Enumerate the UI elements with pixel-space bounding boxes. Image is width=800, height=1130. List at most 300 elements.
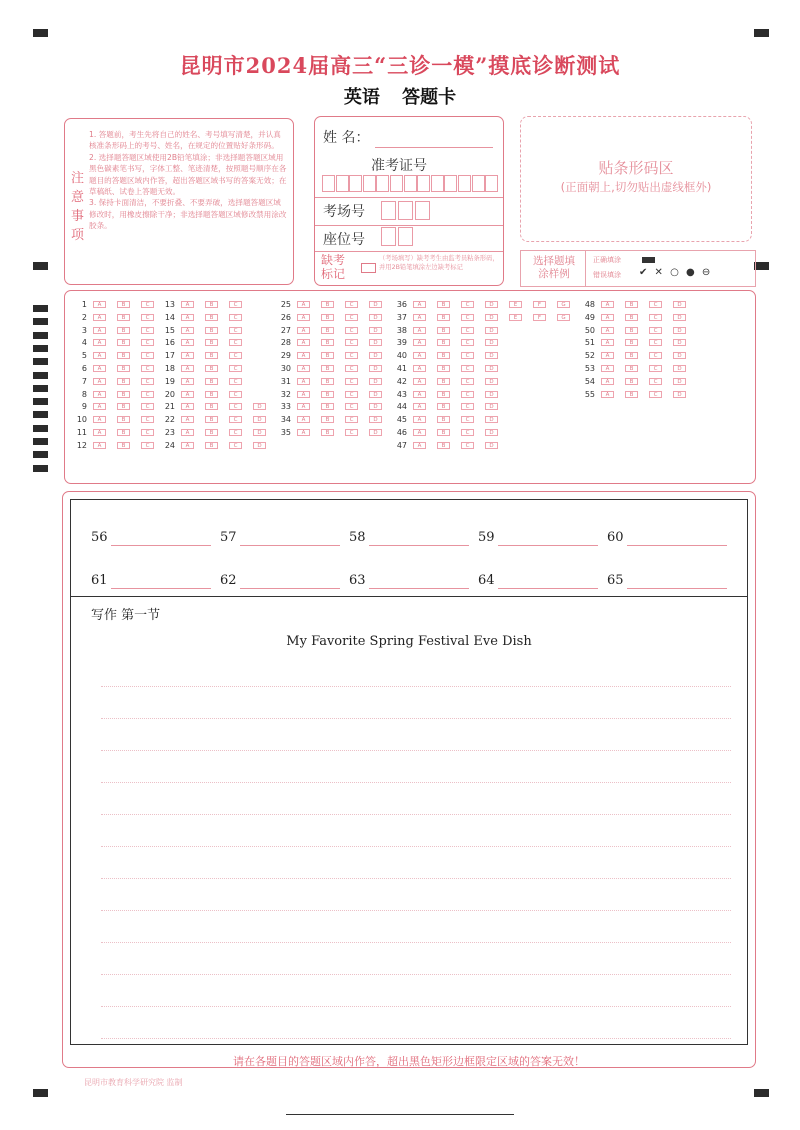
option-bubble[interactable]: A (413, 403, 426, 410)
option-bubble[interactable]: B (321, 301, 334, 308)
question-number: 2 (81, 312, 87, 322)
choice-question-area (64, 290, 756, 484)
option-bubble[interactable]: A (181, 327, 194, 334)
option-bubble[interactable]: D (369, 403, 382, 410)
exam-id-cell[interactable] (336, 175, 349, 192)
option-bubble[interactable]: C (345, 378, 358, 385)
option-bubble[interactable]: C (649, 314, 662, 321)
option-bubble[interactable]: B (437, 301, 450, 308)
option-bubble[interactable]: C (461, 301, 474, 308)
option-bubble[interactable]: B (625, 378, 638, 385)
option-bubble[interactable]: A (181, 378, 194, 385)
option-bubble[interactable]: A (93, 378, 106, 385)
option-bubble[interactable]: A (297, 314, 310, 321)
option-bubble[interactable]: D (253, 429, 266, 436)
option-bubble[interactable]: B (437, 365, 450, 372)
option-bubble[interactable]: A (93, 327, 106, 334)
option-bubble[interactable]: D (369, 416, 382, 423)
option-bubble[interactable]: A (297, 301, 310, 308)
option-bubble[interactable]: D (485, 339, 498, 346)
room-cell[interactable] (381, 201, 396, 220)
exam-id-cell[interactable] (322, 175, 335, 192)
exam-id-cell[interactable] (404, 175, 417, 192)
option-bubble[interactable]: C (345, 429, 358, 436)
option-bubble[interactable]: B (625, 391, 638, 398)
name-label: 姓 名： (323, 130, 370, 146)
question-number: 55 (584, 389, 595, 399)
exam-id-cell[interactable] (458, 175, 471, 192)
question-number: 11 (76, 428, 87, 437)
timing-mark-row (33, 385, 48, 392)
option-bubble[interactable]: D (369, 327, 382, 334)
option-bubble[interactable]: C (141, 403, 154, 410)
option-bubble[interactable]: C (141, 416, 154, 423)
option-bubble[interactable]: B (321, 416, 334, 423)
option-bubble[interactable]: C (461, 352, 474, 359)
option-bubble[interactable]: C (229, 327, 242, 334)
option-bubble[interactable]: A (297, 378, 310, 385)
blank-number: 64 (478, 573, 495, 588)
option-bubble[interactable]: D (369, 429, 382, 436)
question-number: 3 (81, 325, 87, 335)
option-bubble[interactable]: C (345, 339, 358, 346)
blank-line[interactable] (369, 545, 469, 546)
note-item: 2. 选择题答题区域使用2B铅笔填涂；非选择题答题区域用黑色碳素笔书写，字体工整、笔迹清楚，按照题号顺序在各题目的答题区域内作答，超出答题区域书写的答案无效；在草稿纸、试卷上答题无效。 (89, 152, 287, 197)
option-bubble[interactable]: C (649, 339, 662, 346)
option-bubble[interactable]: A (413, 301, 426, 308)
option-bubble[interactable]: A (181, 352, 194, 359)
option-bubble[interactable]: D (485, 403, 498, 410)
option-bubble[interactable]: B (321, 352, 334, 359)
seat-cell[interactable] (398, 227, 413, 246)
writing-line[interactable] (101, 878, 731, 879)
option-bubble[interactable]: B (437, 416, 450, 423)
question-number: 9 (81, 402, 87, 412)
option-bubble[interactable]: D (673, 378, 686, 385)
option-bubble[interactable]: D (369, 301, 382, 308)
option-bubble[interactable]: C (229, 352, 242, 359)
question-number: 44 (396, 402, 407, 412)
wrong-fill-marks: ✔ ✕ ○ ● ⊖ (639, 267, 713, 278)
option-bubble[interactable]: C (461, 403, 474, 410)
footer-warning: 请在各题目的答题区域内作答，超出黑色矩形边框限定区域的答案无效！ (233, 1055, 585, 1068)
option-bubble[interactable]: B (321, 327, 334, 334)
option-bubble[interactable]: A (413, 352, 426, 359)
option-bubble[interactable]: B (321, 403, 334, 410)
option-bubble[interactable]: B (117, 314, 130, 321)
option-bubble[interactable]: A (601, 378, 614, 385)
option-bubble[interactable]: A (181, 365, 194, 372)
option-bubble[interactable]: D (485, 391, 498, 398)
option-bubble[interactable]: A (413, 442, 426, 449)
option-bubble[interactable]: A (413, 327, 426, 334)
option-bubble[interactable]: B (205, 327, 218, 334)
option-bubble[interactable]: B (117, 327, 130, 334)
option-bubble[interactable]: C (649, 365, 662, 372)
option-bubble[interactable]: A (181, 314, 194, 321)
fill-sample-box (520, 250, 756, 287)
option-bubble[interactable]: C (649, 391, 662, 398)
option-bubble[interactable]: C (345, 314, 358, 321)
timing-mark-mid-right (754, 262, 769, 270)
question-number: 53 (584, 364, 595, 373)
timing-mark-top-left (33, 29, 48, 37)
option-bubble[interactable]: A (93, 403, 106, 410)
option-bubble[interactable]: B (117, 352, 130, 359)
option-bubble[interactable]: A (93, 429, 106, 436)
exam-id-cell[interactable] (363, 175, 376, 192)
option-bubble[interactable]: D (485, 416, 498, 423)
option-bubble[interactable]: C (461, 391, 474, 398)
timing-mark-row (33, 332, 48, 339)
option-bubble[interactable]: C (141, 391, 154, 398)
writing-line[interactable] (101, 718, 731, 719)
option-bubble[interactable]: C (461, 429, 474, 436)
writing-line[interactable] (101, 750, 731, 751)
option-bubble[interactable]: A (413, 339, 426, 346)
option-bubble[interactable]: B (625, 352, 638, 359)
option-bubble[interactable]: B (437, 327, 450, 334)
blank-line[interactable] (498, 588, 598, 589)
option-bubble[interactable]: B (321, 365, 334, 372)
option-bubble[interactable]: A (601, 301, 614, 308)
option-bubble[interactable]: B (437, 314, 450, 321)
question-number: 50 (584, 325, 595, 335)
option-bubble[interactable]: D (253, 416, 266, 423)
question-number: 49 (584, 312, 595, 322)
option-bubble[interactable]: A (297, 403, 310, 410)
option-bubble[interactable]: A (297, 391, 310, 398)
question-number: 6 (81, 364, 87, 373)
option-bubble[interactable]: C (649, 327, 662, 334)
option-bubble[interactable]: C (345, 352, 358, 359)
exam-id-cell[interactable] (417, 175, 430, 192)
exam-id-cell[interactable] (485, 175, 498, 192)
option-bubble[interactable]: B (437, 442, 450, 449)
writing-line[interactable] (101, 1038, 731, 1039)
option-bubble[interactable]: A (413, 378, 426, 385)
timing-mark-row (33, 398, 48, 405)
writing-line[interactable] (101, 942, 731, 943)
option-bubble[interactable]: A (413, 365, 426, 372)
blank-line[interactable] (627, 545, 727, 546)
seat-cell[interactable] (381, 227, 396, 246)
exam-id-cell[interactable] (431, 175, 444, 192)
option-bubble[interactable]: A (297, 339, 310, 346)
question-number: 17 (164, 351, 175, 361)
option-bubble[interactable]: B (205, 403, 218, 410)
absent-checkbox[interactable] (361, 263, 376, 273)
option-bubble[interactable]: B (205, 391, 218, 398)
option-bubble[interactable]: D (673, 339, 686, 346)
blank-line[interactable] (498, 545, 598, 546)
option-bubble[interactable]: D (673, 301, 686, 308)
option-bubble[interactable]: D (485, 365, 498, 372)
blank-line[interactable] (369, 588, 469, 589)
option-bubble[interactable]: C (345, 403, 358, 410)
option-bubble[interactable]: B (117, 301, 130, 308)
absent-label: 缺考标记 (321, 253, 346, 281)
option-bubble[interactable]: A (413, 429, 426, 436)
blank-line[interactable] (111, 545, 211, 546)
answer-area (62, 491, 756, 1068)
option-bubble[interactable]: A (601, 352, 614, 359)
blank-number: 63 (349, 573, 366, 588)
option-bubble[interactable]: D (369, 339, 382, 346)
note-item: 1. 答题前，考生先将自己的姓名、考号填写清楚，并认真核准条形码上的考号、姓名，在规定的位置贴好条形码。 (89, 130, 281, 151)
wrong-fill-label: 错误填涂 (593, 271, 621, 279)
option-bubble[interactable]: D (673, 314, 686, 321)
page-subtitle (0, 83, 800, 109)
writing-line[interactable] (101, 686, 731, 687)
option-bubble[interactable]: A (93, 416, 106, 423)
option-bubble[interactable]: A (181, 339, 194, 346)
option-bubble[interactable]: C (229, 442, 242, 449)
timing-mark-top-right (754, 29, 769, 37)
option-bubble[interactable]: D (369, 314, 382, 321)
option-bubble[interactable]: D (485, 378, 498, 385)
option-bubble[interactable]: C (345, 365, 358, 372)
option-bubble[interactable]: D (485, 429, 498, 436)
option-bubble[interactable]: B (205, 314, 218, 321)
option-bubble[interactable]: A (297, 327, 310, 334)
option-bubble[interactable]: E (509, 301, 522, 308)
option-bubble[interactable]: B (205, 429, 218, 436)
writing-line[interactable] (101, 782, 731, 783)
question-number: 1 (81, 300, 87, 309)
option-bubble[interactable]: C (229, 365, 242, 372)
option-bubble[interactable]: B (321, 314, 334, 321)
option-bubble[interactable]: D (485, 314, 498, 321)
option-bubble[interactable]: C (649, 301, 662, 308)
option-bubble[interactable]: D (673, 391, 686, 398)
option-bubble[interactable]: A (297, 416, 310, 423)
option-bubble[interactable]: C (345, 301, 358, 308)
option-bubble[interactable]: B (321, 339, 334, 346)
option-bubble[interactable]: B (437, 429, 450, 436)
option-bubble[interactable]: B (625, 314, 638, 321)
question-number: 51 (584, 338, 595, 348)
option-bubble[interactable]: C (141, 365, 154, 372)
option-bubble[interactable]: A (413, 416, 426, 423)
option-bubble[interactable]: B (437, 391, 450, 398)
option-bubble[interactable]: B (205, 378, 218, 385)
blank-line[interactable] (111, 588, 211, 589)
option-bubble[interactable]: B (205, 365, 218, 372)
option-bubble[interactable]: B (437, 352, 450, 359)
writing-line[interactable] (101, 814, 731, 815)
option-bubble[interactable]: B (625, 327, 638, 334)
option-bubble[interactable]: B (205, 416, 218, 423)
question-number: 54 (584, 376, 595, 386)
option-bubble[interactable]: C (141, 327, 154, 334)
option-bubble[interactable]: D (369, 391, 382, 398)
option-bubble[interactable]: D (485, 442, 498, 449)
option-bubble[interactable]: D (673, 352, 686, 359)
option-bubble[interactable]: C (229, 403, 242, 410)
option-bubble[interactable]: A (297, 365, 310, 372)
option-bubble[interactable]: C (461, 314, 474, 321)
option-bubble[interactable]: A (93, 365, 106, 372)
option-bubble[interactable]: B (205, 442, 218, 449)
option-bubble[interactable]: A (601, 314, 614, 321)
option-bubble[interactable]: A (93, 339, 106, 346)
option-bubble[interactable]: B (205, 301, 218, 308)
option-bubble[interactable]: E (509, 314, 522, 321)
question-number: 39 (396, 338, 407, 348)
timing-mark-row (33, 318, 48, 325)
option-bubble[interactable]: A (181, 391, 194, 398)
room-cell[interactable] (415, 201, 430, 220)
question-number: 13 (164, 300, 175, 309)
option-bubble[interactable]: B (437, 378, 450, 385)
option-bubble[interactable]: G (557, 301, 570, 308)
writing-line[interactable] (101, 1006, 731, 1007)
option-bubble[interactable]: B (437, 339, 450, 346)
option-bubble[interactable]: A (601, 365, 614, 372)
option-bubble[interactable]: C (229, 429, 242, 436)
option-bubble[interactable]: A (93, 442, 106, 449)
option-bubble[interactable]: C (649, 352, 662, 359)
room-cell[interactable] (398, 201, 413, 220)
option-bubble[interactable]: B (321, 429, 334, 436)
option-bubble[interactable]: D (369, 352, 382, 359)
option-bubble[interactable]: C (461, 378, 474, 385)
exam-id-cell[interactable] (444, 175, 457, 192)
option-bubble[interactable]: F (533, 301, 546, 308)
question-number: 14 (164, 312, 175, 322)
option-bubble[interactable]: A (181, 403, 194, 410)
option-bubble[interactable]: A (601, 339, 614, 346)
option-bubble[interactable]: C (461, 327, 474, 334)
option-bubble[interactable]: C (345, 416, 358, 423)
question-number: 43 (396, 389, 407, 399)
option-bubble[interactable]: A (181, 301, 194, 308)
option-bubble[interactable]: A (601, 327, 614, 334)
option-bubble[interactable]: B (437, 403, 450, 410)
option-bubble[interactable]: A (297, 352, 310, 359)
option-bubble[interactable]: B (117, 365, 130, 372)
option-bubble[interactable]: D (485, 352, 498, 359)
option-bubble[interactable]: B (321, 378, 334, 385)
option-bubble[interactable]: B (625, 365, 638, 372)
writing-line[interactable] (101, 846, 731, 847)
exam-id-cell[interactable] (349, 175, 362, 192)
option-bubble[interactable]: F (533, 314, 546, 321)
option-bubble[interactable]: D (673, 327, 686, 334)
writing-line[interactable] (101, 910, 731, 911)
question-number: 33 (280, 402, 291, 412)
option-bubble[interactable]: A (297, 429, 310, 436)
option-bubble[interactable]: B (117, 442, 130, 449)
option-bubble[interactable]: C (461, 416, 474, 423)
option-bubble[interactable]: C (141, 378, 154, 385)
option-bubble[interactable]: B (625, 301, 638, 308)
question-number: 21 (164, 402, 175, 412)
option-bubble[interactable]: A (601, 391, 614, 398)
option-bubble[interactable]: A (181, 416, 194, 423)
option-bubble[interactable]: D (673, 365, 686, 372)
option-bubble[interactable]: B (117, 391, 130, 398)
notes-side-label: 注意事项 (71, 171, 85, 243)
option-bubble[interactable]: B (117, 403, 130, 410)
bottom-rule (286, 1114, 514, 1115)
timing-mark-row (33, 411, 48, 418)
writing-line[interactable] (101, 974, 731, 975)
option-bubble[interactable]: D (253, 442, 266, 449)
blank-line[interactable] (627, 588, 727, 589)
option-bubble[interactable]: C (141, 314, 154, 321)
option-bubble[interactable]: A (413, 391, 426, 398)
option-bubble[interactable]: C (141, 442, 154, 449)
question-number: 35 (280, 428, 291, 437)
option-bubble[interactable]: B (321, 391, 334, 398)
option-bubble[interactable]: B (117, 429, 130, 436)
option-bubble[interactable]: C (141, 339, 154, 346)
option-bubble[interactable]: C (461, 339, 474, 346)
option-bubble[interactable]: A (93, 391, 106, 398)
question-number: 7 (81, 376, 87, 386)
option-bubble[interactable]: C (649, 378, 662, 385)
option-bubble[interactable]: C (461, 442, 474, 449)
option-bubble[interactable]: C (345, 327, 358, 334)
option-bubble[interactable]: C (141, 301, 154, 308)
option-bubble[interactable]: A (413, 314, 426, 321)
note-item: 3. 保持卡面清洁，不要折叠、不要弄破，选择题答题区域修改时，用橡皮擦除干净；非选择题答题区域修改禁用涂改胶条。 (89, 198, 287, 231)
option-bubble[interactable]: A (181, 429, 194, 436)
option-bubble[interactable]: D (369, 378, 382, 385)
option-bubble[interactable]: A (181, 442, 194, 449)
question-number: 4 (81, 338, 87, 348)
option-bubble[interactable]: C (229, 301, 242, 308)
option-bubble[interactable]: B (205, 352, 218, 359)
exam-id-cell[interactable] (390, 175, 403, 192)
option-bubble[interactable]: C (229, 416, 242, 423)
option-bubble[interactable]: C (141, 429, 154, 436)
option-bubble[interactable]: D (369, 365, 382, 372)
name-field[interactable] (375, 147, 493, 148)
option-bubble[interactable]: G (557, 314, 570, 321)
option-bubble[interactable]: D (485, 327, 498, 334)
question-number: 19 (164, 376, 175, 386)
blank-line[interactable] (240, 588, 340, 589)
timing-mark-row (33, 451, 48, 458)
exam-id-cell[interactable] (472, 175, 485, 192)
option-bubble[interactable]: C (229, 378, 242, 385)
timing-mark-row (33, 425, 48, 432)
option-bubble[interactable]: A (93, 314, 106, 321)
option-bubble[interactable]: A (93, 352, 106, 359)
option-bubble[interactable]: B (117, 339, 130, 346)
blank-line[interactable] (240, 545, 340, 546)
option-bubble[interactable]: B (205, 339, 218, 346)
option-bubble[interactable]: C (461, 365, 474, 372)
option-bubble[interactable]: D (485, 301, 498, 308)
timing-mark-bottom-left (33, 1089, 48, 1097)
option-bubble[interactable]: D (253, 403, 266, 410)
option-bubble[interactable]: B (117, 378, 130, 385)
option-bubble[interactable]: B (625, 339, 638, 346)
option-bubble[interactable]: B (117, 416, 130, 423)
exam-id-cell[interactable] (376, 175, 389, 192)
option-bubble[interactable]: C (229, 314, 242, 321)
option-bubble[interactable]: C (229, 391, 242, 398)
option-bubble[interactable]: A (93, 301, 106, 308)
option-bubble[interactable]: C (141, 352, 154, 359)
option-bubble[interactable]: C (345, 391, 358, 398)
option-bubble[interactable]: C (229, 339, 242, 346)
question-number: 36 (396, 300, 407, 309)
